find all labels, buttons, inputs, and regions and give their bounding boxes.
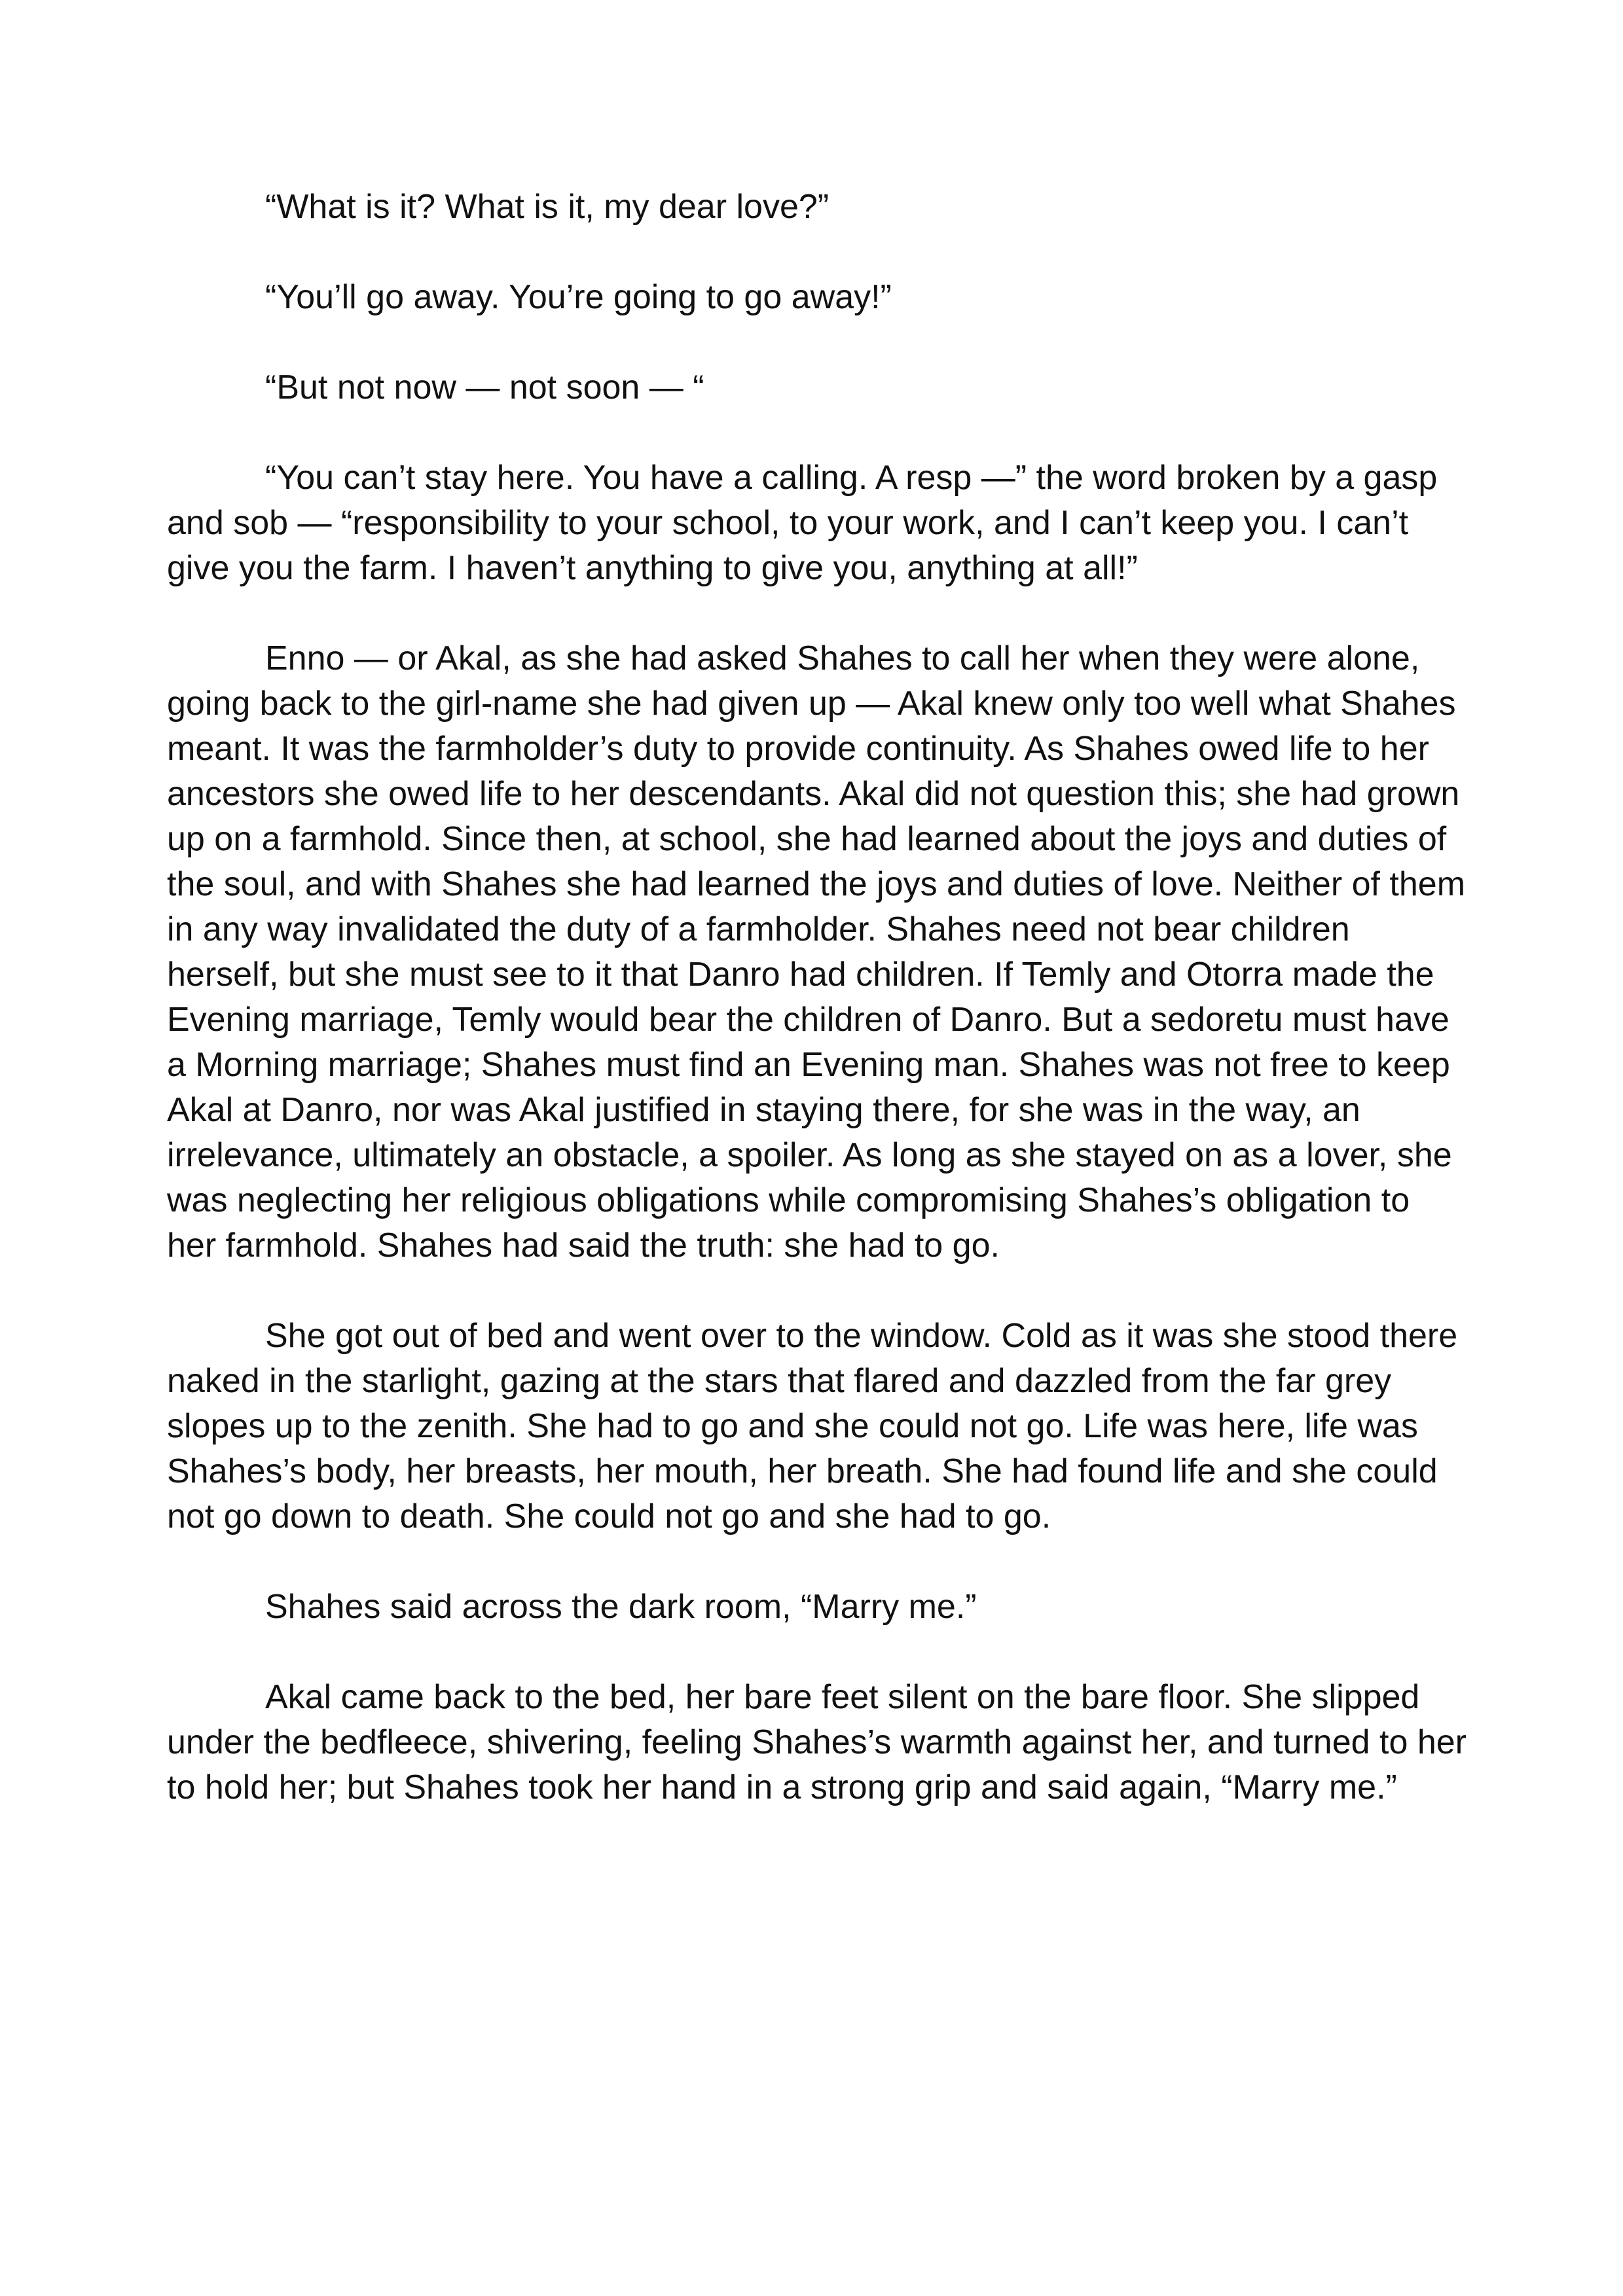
paragraph: Akal came back to the bed, her bare feet silent on the bare floor. She slipped under the bedfleece, shivering, feeling Shahes’s warmth against her, and turned to her to hold her; but Shahes took her hand in a strong grip and said again, “Marry me.” [167, 1678, 1467, 1806]
paragraph: “But not now — not soon — “ [265, 368, 704, 406]
paragraph: “What is it? What is it, my dear love?” [265, 188, 830, 226]
paragraph: Shahes said across the dark room, “Marry me.” [265, 1588, 977, 1626]
body-text [167, 185, 1467, 1810]
paragraph: “You’ll go away. You’re going to go away!” [265, 278, 892, 316]
paragraph: Enno — or Akal, as she had asked Shahes to call her when they were alone, going back to the girl-name she had given up — Akal knew only too well what Shahes meant. It was the farmholder’s duty to provide continuity. As Shahes owed life to her ancestors she owed life to her descendants. Akal did not question this; she had grown up on a farmhold. Since then, at school, she had learned about the joys and duties of the soul, and with Shahes she had learned the joys and duties of love. Neither of them in any way invalidated the duty of a farmholder. Shahes need not bear children herself, but she must see to it that Danro had children. If Temly and Otorra made the Evening marriage, Temly would bear the children of Danro. But a sedoretu must have a Morning marriage; Shahes must find an Evening man. Shahes was not free to keep Akal at Danro, nor was Akal justified in staying there, for she was in the way, an irrelevance, ultimately an obstacle, a spoiler. As long as she stayed on as a lover, she was neglecting her religious obligations while compromising Shahes’s obligation to her farmhold. Shahes had said the truth: she had to go. [167, 639, 1466, 1265]
paragraph: “You can’t stay here. You have a calling. A resp —” the word broken by a gasp and sob — “responsibility to your school, to your work, and I can’t keep you. I can’t give you the farm. I haven’t anything to give you, anything at all!” [167, 459, 1438, 587]
paragraph: She got out of bed and went over to the window. Cold as it was she stood there naked in the starlight, gazing at the stars that flared and dazzled from the far grey slopes up to the zenith. She had to go and she could not go. Life was here, life was Shahes’s body, her breasts, her mouth, her breath. She had found life and she could not go down to death. She could not go and she had to go. [167, 1317, 1458, 1535]
